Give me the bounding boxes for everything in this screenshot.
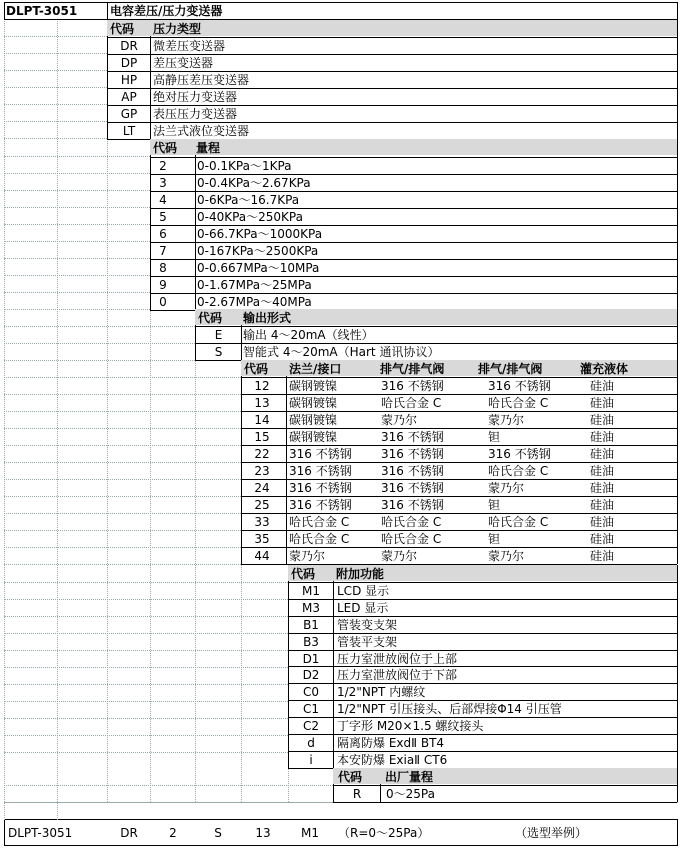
material-vent-1: 316 不锈钢: [381, 481, 444, 495]
h-rule: [4, 616, 288, 617]
h-rule: [4, 445, 241, 446]
h-rule: [4, 241, 150, 242]
material-code: 24: [254, 481, 270, 495]
h-rule: [4, 156, 150, 157]
material-flange: 碳钢镀镍: [289, 413, 338, 427]
extras-desc: LED 显示: [337, 601, 389, 615]
h-rule: [333, 802, 677, 803]
range-code: 6: [159, 227, 167, 241]
extras-code: B1: [303, 618, 319, 632]
pressure-type-desc: 表压压力变送器: [153, 107, 238, 121]
v-rule: [677, 139, 678, 310]
h-rule: [4, 582, 288, 583]
range-desc: 0-2.67MPa～40MPa: [197, 295, 312, 309]
h-rule: [333, 785, 677, 786]
h-rule: [4, 104, 107, 105]
material-flange: 316 不锈钢: [289, 447, 352, 461]
h-rule: [4, 36, 107, 37]
material-flange: 碳钢镀镍: [289, 379, 338, 393]
material-vent-1: 哈氏合金 C: [381, 515, 442, 529]
factory-range-desc: 0～25Pa: [386, 787, 435, 801]
material-vent-2: 哈氏合金 C: [488, 396, 549, 410]
extras-desc: 管装平支架: [337, 635, 398, 649]
example-pressure-type: DR: [120, 826, 138, 840]
h-rule: [4, 564, 241, 565]
code-header-pressure-type: 代码: [110, 22, 135, 36]
material-code: 13: [254, 396, 270, 410]
pressure-type-desc: 高静压差压变送器: [153, 73, 250, 87]
material-vent-1: 蒙乃尔: [381, 413, 418, 427]
v-rule: [4, 19, 5, 820]
material-flange: 蒙乃尔: [289, 549, 326, 563]
h-rule: [4, 785, 333, 786]
v-rule: [677, 20, 678, 139]
range-desc: 0-6KPa～16.7KPa: [197, 193, 300, 207]
pressure-type-desc: 绝对压力变送器: [153, 90, 238, 104]
h-rule: [4, 599, 288, 600]
h-rule: [4, 53, 107, 54]
material-vent-1: 哈氏合金 C: [381, 532, 442, 546]
model-title: DLPT-3051: [6, 4, 78, 18]
material-vent-2: 钽: [488, 430, 501, 444]
material-vent-2: 钽: [488, 498, 501, 512]
output-header: 输出形式: [243, 311, 292, 325]
h-rule: [4, 190, 150, 191]
h-rule: [4, 326, 195, 327]
material-vent-1: 316 不锈钢: [381, 430, 444, 444]
pressure-type-code: GP: [120, 107, 138, 121]
material-code: 23: [254, 464, 270, 478]
h-rule: [4, 309, 150, 310]
example-material: 13: [255, 826, 271, 840]
material-fill-fluid: 硅油: [590, 549, 615, 563]
h-rule: [4, 735, 288, 736]
extras-code: C2: [302, 719, 319, 733]
range-code: 4: [159, 193, 167, 207]
h-rule: [4, 650, 288, 651]
material-flange: 碳钢镀镍: [289, 430, 338, 444]
material-vent-1: 蒙乃尔: [381, 549, 418, 563]
h-rule: [4, 513, 241, 514]
example-output: S: [214, 826, 222, 840]
h-rule: [4, 547, 241, 548]
material-code: 33: [254, 515, 270, 529]
v-rule: [4, 819, 5, 845]
output-desc: 智能式 4～20mA（Hart 通讯协议）: [243, 345, 440, 359]
material-vent-2: 哈氏合金 C: [488, 515, 549, 529]
pressure-type-desc: 差压变送器: [153, 56, 214, 70]
material-vent-1: 316 不锈钢: [381, 498, 444, 512]
material-vent-2: 316 不锈钢: [488, 447, 551, 461]
h-rule: [4, 530, 241, 531]
h-rule: [4, 70, 107, 71]
h-rule: [4, 462, 241, 463]
material-header-fill-fluid: 灌充液体: [580, 362, 629, 376]
range-code: 2: [159, 159, 167, 173]
range-code: 0: [159, 295, 167, 309]
h-rule: [4, 718, 288, 719]
h-rule: [4, 377, 241, 378]
range-desc: 0-0.1KPa～1KPa: [197, 159, 292, 173]
example-range: 2: [169, 826, 177, 840]
code-header-extras: 代码: [291, 567, 316, 581]
code-header-output: 代码: [198, 311, 223, 325]
extras-desc: 压力室泄放阀位于下部: [337, 668, 458, 682]
material-fill-fluid: 硅油: [590, 379, 615, 393]
h-rule: [4, 633, 288, 634]
range-header: 量程: [196, 141, 221, 155]
pressure-type-code: HP: [120, 73, 138, 87]
h-rule: [4, 802, 333, 803]
material-vent-1: 316 不锈钢: [381, 379, 444, 393]
pressure-type-code: DP: [120, 56, 138, 70]
material-vent-2: 钽: [488, 532, 501, 546]
material-code: 12: [254, 379, 270, 393]
material-vent-2: 316 不锈钢: [488, 379, 551, 393]
h-rule: [4, 411, 241, 412]
material-code: 44: [254, 549, 270, 563]
range-code: 8: [159, 261, 167, 275]
material-fill-fluid: 硅油: [590, 481, 615, 495]
range-code: 9: [159, 278, 167, 292]
range-desc: 0-167KPa～2500KPa: [197, 244, 319, 258]
material-flange: 哈氏合金 C: [289, 532, 350, 546]
material-code: 25: [254, 498, 270, 512]
material-header-vent-1: 排气/排气阀: [380, 362, 445, 376]
range-desc: 0-0.4KPa～2.67KPa: [197, 176, 311, 190]
code-header-range: 代码: [153, 141, 178, 155]
v-rule: [150, 309, 151, 802]
code-header-factory-range: 代码: [338, 770, 363, 784]
material-flange: 316 不锈钢: [289, 498, 352, 512]
example-note: （选型举例）: [515, 826, 588, 840]
h-rule: [4, 292, 150, 293]
material-flange: 316 不锈钢: [289, 481, 352, 495]
factory-range-header: 出厂量程: [385, 770, 434, 784]
h-rule: [4, 258, 150, 259]
output-desc: 输出 4～20mA（线性）: [243, 328, 374, 342]
material-header-vent-2: 排气/排气阀: [478, 362, 543, 376]
v-rule: [288, 768, 289, 802]
example-extras: M1: [301, 826, 319, 840]
material-vent-1: 316 不锈钢: [381, 464, 444, 478]
material-vent-2: 蒙乃尔: [488, 549, 525, 563]
v-rule: [4, 2, 5, 19]
h-rule: [4, 121, 107, 122]
v-rule: [677, 360, 678, 564]
extras-desc: 1/2"NPT 引压接头、后部焊接Φ14 引压管: [337, 702, 562, 716]
h-rule: [4, 667, 288, 668]
material-fill-fluid: 硅油: [590, 532, 615, 546]
material-fill-fluid: 硅油: [590, 396, 615, 410]
header-shading: [150, 139, 677, 155]
pressure-type-header: 压力类型: [153, 22, 202, 36]
range-code: 7: [159, 244, 167, 258]
material-code: 35: [254, 532, 270, 546]
extras-code: C1: [302, 702, 319, 716]
h-rule: [4, 343, 195, 344]
v-rule: [677, 819, 678, 845]
material-fill-fluid: 硅油: [590, 464, 615, 478]
pressure-type-desc: 微差压变送器: [153, 39, 226, 53]
range-desc: 0-66.7KPa～1000KPa: [197, 227, 323, 241]
material-flange: 哈氏合金 C: [289, 515, 350, 529]
output-code: S: [214, 345, 223, 359]
material-flange: 316 不锈钢: [289, 464, 352, 478]
range-code: 3: [159, 176, 167, 190]
v-rule: [107, 2, 108, 19]
range-desc: 0-1.67MPa～25MPa: [197, 278, 312, 292]
h-rule: [4, 496, 241, 497]
v-rule: [677, 768, 678, 802]
v-rule: [57, 19, 58, 820]
h-rule: [4, 275, 150, 276]
material-header-flange: 法兰/接口: [289, 362, 342, 376]
extras-code: D1: [302, 652, 320, 666]
material-vent-2: 蒙乃尔: [488, 413, 525, 427]
h-rule: [4, 173, 150, 174]
h-rule: [4, 428, 241, 429]
material-vent-1: 哈氏合金 C: [381, 396, 442, 410]
v-rule: [677, 2, 678, 19]
extras-desc: 1/2"NPT 内螺纹: [337, 685, 426, 699]
material-vent-2: 哈氏合金 C: [488, 464, 549, 478]
h-rule: [4, 752, 288, 753]
v-rule: [677, 565, 678, 768]
h-rule: [4, 207, 150, 208]
factory-range-code: R: [352, 787, 362, 801]
extras-desc: LCD 显示: [337, 584, 390, 598]
extras-code: M3: [302, 601, 320, 615]
material-code: 22: [254, 447, 270, 461]
example-model: DLPT-3051: [8, 826, 73, 840]
pressure-type-code: AP: [121, 90, 137, 104]
h-rule: [4, 845, 678, 846]
h-rule: [4, 360, 195, 361]
pressure-type-code: DR: [120, 39, 138, 53]
h-rule: [4, 701, 288, 702]
h-rule: [4, 684, 288, 685]
range-code: 5: [159, 210, 167, 224]
extras-code: D2: [302, 668, 320, 682]
h-rule: [4, 138, 107, 139]
extras-desc: 本安防爆 ExiaⅡ CT6: [337, 753, 448, 767]
material-fill-fluid: 硅油: [590, 515, 615, 529]
v-rule: [677, 309, 678, 360]
material-fill-fluid: 硅油: [590, 447, 615, 461]
h-rule: [4, 479, 241, 480]
extras-code: d: [307, 736, 315, 750]
v-rule: [195, 360, 196, 802]
extras-code: B3: [303, 635, 319, 649]
extras-desc: 隔离防爆 ExdⅡ BT4: [337, 736, 445, 750]
material-code: 14: [254, 413, 270, 427]
material-code: 15: [254, 430, 270, 444]
extras-header: 附加功能: [336, 567, 385, 581]
h-rule: [4, 394, 241, 395]
extras-code: i: [309, 753, 313, 767]
h-rule: [4, 819, 678, 820]
extras-desc: 压力室泄放阀位于上部: [337, 652, 458, 666]
example-factory-range: （R=0～25Pa）: [338, 826, 430, 840]
v-rule: [241, 565, 242, 802]
extras-code: M1: [302, 584, 320, 598]
pressure-type-desc: 法兰式液位变送器: [153, 124, 250, 138]
material-vent-1: 316 不锈钢: [381, 447, 444, 461]
h-rule: [4, 2, 678, 3]
extras-code: C0: [302, 685, 319, 699]
v-rule: [107, 139, 108, 802]
pressure-type-code: LT: [122, 124, 136, 138]
extras-desc: 丁字形 M20×1.5 螺纹接头: [337, 719, 484, 733]
output-code: E: [214, 328, 223, 342]
material-fill-fluid: 硅油: [590, 413, 615, 427]
range-desc: 0-0.667MPa～10MPa: [197, 261, 320, 275]
range-desc: 0-40KPa～250KPa: [197, 210, 303, 224]
material-vent-2: 蒙乃尔: [488, 481, 525, 495]
material-fill-fluid: 硅油: [590, 498, 615, 512]
h-rule: [4, 224, 150, 225]
product-name: 电容差压/压力变送器: [110, 4, 223, 18]
material-flange: 碳钢镀镍: [289, 396, 338, 410]
extras-desc: 管装变支架: [337, 618, 398, 632]
material-fill-fluid: 硅油: [590, 430, 615, 444]
code-header-material: 代码: [244, 362, 269, 376]
h-rule: [4, 87, 107, 88]
